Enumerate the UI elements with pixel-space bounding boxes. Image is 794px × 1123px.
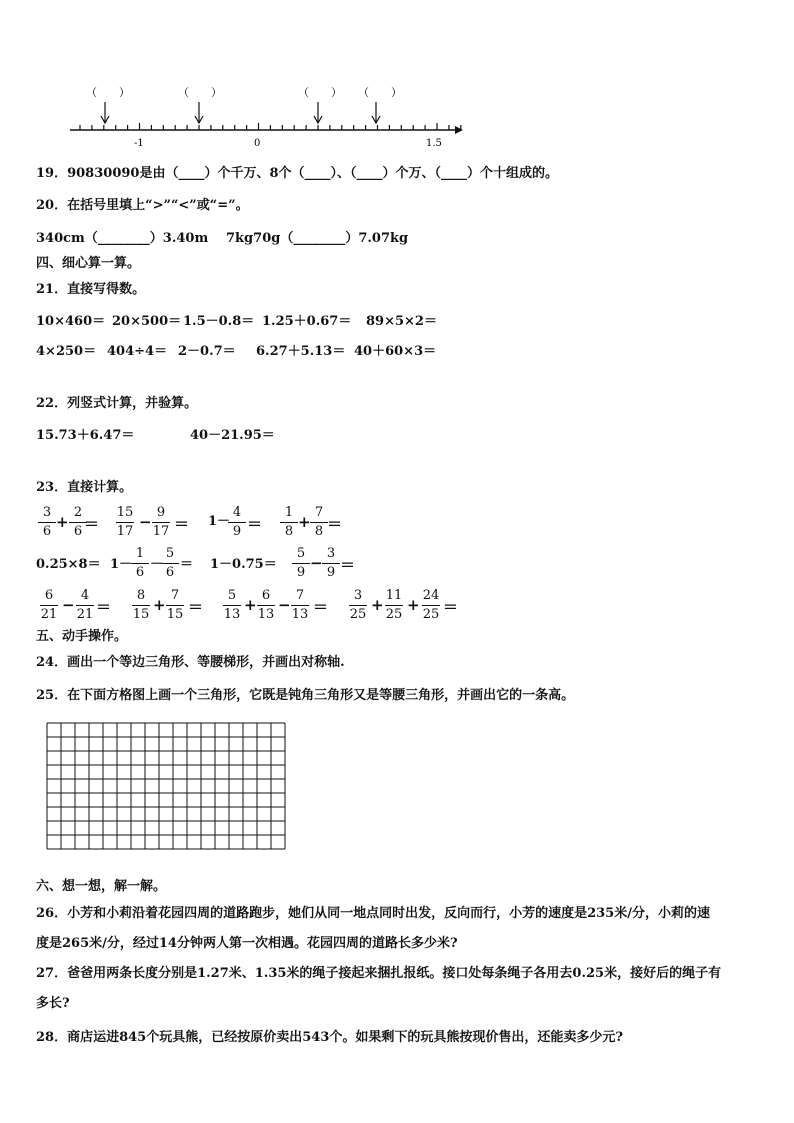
q21-r1-3: 1.5－0.8＝: [183, 314, 255, 329]
fraction: 15 17: [116, 505, 134, 539]
q22-item-1: 15.73＋6.47＝: [36, 428, 135, 443]
q25: 25．在下面方格图上画一个三角形，它既是钝角三角形又是等腰三角形，并画出它的一条高。: [36, 688, 575, 703]
fraction: 7 15: [166, 588, 184, 622]
plus-sign: +: [298, 513, 311, 531]
equals-sign: ＝: [247, 515, 263, 533]
equals-sign: ＝: [188, 598, 204, 616]
q21-r1-4: 1.25＋0.67＝: [262, 314, 352, 329]
q27-line-1: 27．爸爸用两条长度分别是1.27米、1.35米的绳子接起来捆扎报纸。接口处每条绳子各用去0.25米，接好后的绳子有: [36, 966, 722, 981]
plus-sign: +: [244, 596, 257, 614]
q23-r2-3: 1－0.75＝: [210, 557, 277, 572]
label-0: 0: [254, 138, 261, 149]
equals-sign: ＝: [327, 515, 343, 533]
minus-sign: −: [139, 513, 152, 531]
fraction: 3 9: [320, 546, 342, 581]
blank-2: （ ）: [178, 86, 222, 99]
q23-one-minus: 1－: [208, 514, 231, 529]
fraction: 24 25: [422, 588, 440, 622]
square-grid[interactable]: [46, 722, 288, 862]
equals-sign: ＝: [313, 598, 329, 616]
fraction: 1 6: [129, 546, 151, 581]
fraction: 6 21: [40, 588, 58, 622]
fraction: 5 13: [223, 588, 241, 622]
q19: 19．90830090是由（____）个千万、8个（____）、（____）个万、（____）个十组成的。: [36, 166, 558, 181]
q23-one-minus: 1－: [110, 557, 133, 572]
q21-r1-1: 10×460＝: [36, 314, 106, 329]
equals-sign: ＝: [96, 598, 112, 616]
fraction: 3 25: [349, 588, 367, 622]
fraction: 7 13: [291, 588, 309, 622]
q21-r2-4: 6.27＋5.13＝: [256, 344, 346, 359]
q20: 20．在括号里填上“>”“<”或“=”。: [36, 198, 249, 213]
fraction: 1 8: [278, 505, 300, 540]
q24: 24．画出一个等边三角形、等腰梯形，并画出对称轴.: [36, 655, 345, 670]
q20-item-1: 340cm（________）3.40m: [36, 231, 209, 246]
q20-item-2: 7kg70g（________）7.07kg: [226, 231, 409, 246]
fraction: 3 6: [36, 505, 58, 540]
label-neg1: -1: [134, 138, 144, 149]
section-4: 四、细心算一算。: [36, 256, 141, 271]
q27-line-2: 多长?: [36, 996, 70, 1011]
q23: 23．直接计算。: [36, 480, 133, 495]
plus-sign: +: [56, 513, 69, 531]
section-6: 六、想一想，解一解。: [36, 879, 167, 894]
q23-r2-1: 0.25×8＝: [36, 557, 101, 572]
minus-sign: －: [150, 557, 164, 572]
fraction: 8 15: [132, 588, 150, 622]
equals-sign: ＝: [174, 515, 190, 533]
blank-1: （ ）: [86, 86, 130, 99]
fraction: 2 6: [67, 505, 89, 540]
fraction: 9 17: [152, 505, 170, 539]
q22: 22．列竖式计算，并验算。: [36, 396, 198, 411]
q21: 21．直接写得数。: [36, 282, 146, 297]
equals-sign: ＝: [180, 557, 194, 572]
plus-sign: +: [153, 596, 166, 614]
blank-3: （ ）: [298, 86, 342, 99]
q26-line-2: 度是265米/分，经过14分钟两人第一次相遇。花园四周的道路长多少米?: [36, 936, 458, 951]
q21-r2-5: 40＋60×3＝: [354, 344, 437, 359]
q28: 28．商店运进845个玩具熊，已经按原价卖出543个。如果剩下的玩具熊按现价售出，还能卖多少元?: [36, 1030, 623, 1045]
fraction: 4 21: [76, 588, 94, 622]
fraction: 5 9: [290, 546, 312, 581]
equals-sign: ＝: [340, 556, 356, 574]
fraction: 11 25: [385, 588, 403, 622]
number-line: [60, 80, 480, 150]
minus-sign: −: [62, 596, 75, 614]
q21-r2-3: 2－0.7＝: [178, 344, 236, 359]
plus-sign: +: [371, 596, 384, 614]
equals-sign: ＝: [84, 515, 100, 533]
plus-sign: +: [407, 596, 420, 614]
minus-sign: −: [278, 596, 291, 614]
equals-sign: ＝: [443, 598, 459, 616]
q21-r1-5: 89×5×2＝: [366, 314, 437, 329]
minus-sign: −: [310, 554, 323, 572]
blank-4: （ ）: [358, 86, 402, 99]
q21-r1-2: 20×500＝: [112, 314, 182, 329]
q21-r2-1: 4×250＝: [36, 344, 97, 359]
q22-item-2: 40－21.95＝: [190, 428, 275, 443]
fraction: 4 9: [226, 505, 248, 540]
fraction: 6 13: [257, 588, 275, 622]
section-5: 五、动手操作。: [36, 629, 128, 644]
fraction: 7 8: [308, 505, 330, 540]
q21-r2-2: 404÷4＝: [107, 344, 168, 359]
q26-line-1: 26．小芳和小莉沿着花园四周的道路跑步，她们从同一地点同时出发，反向而行，小芳的速度是235米/分，小莉的速: [36, 906, 710, 921]
label-1-5: 1.5: [426, 138, 442, 149]
fraction: 5 6: [159, 546, 181, 581]
